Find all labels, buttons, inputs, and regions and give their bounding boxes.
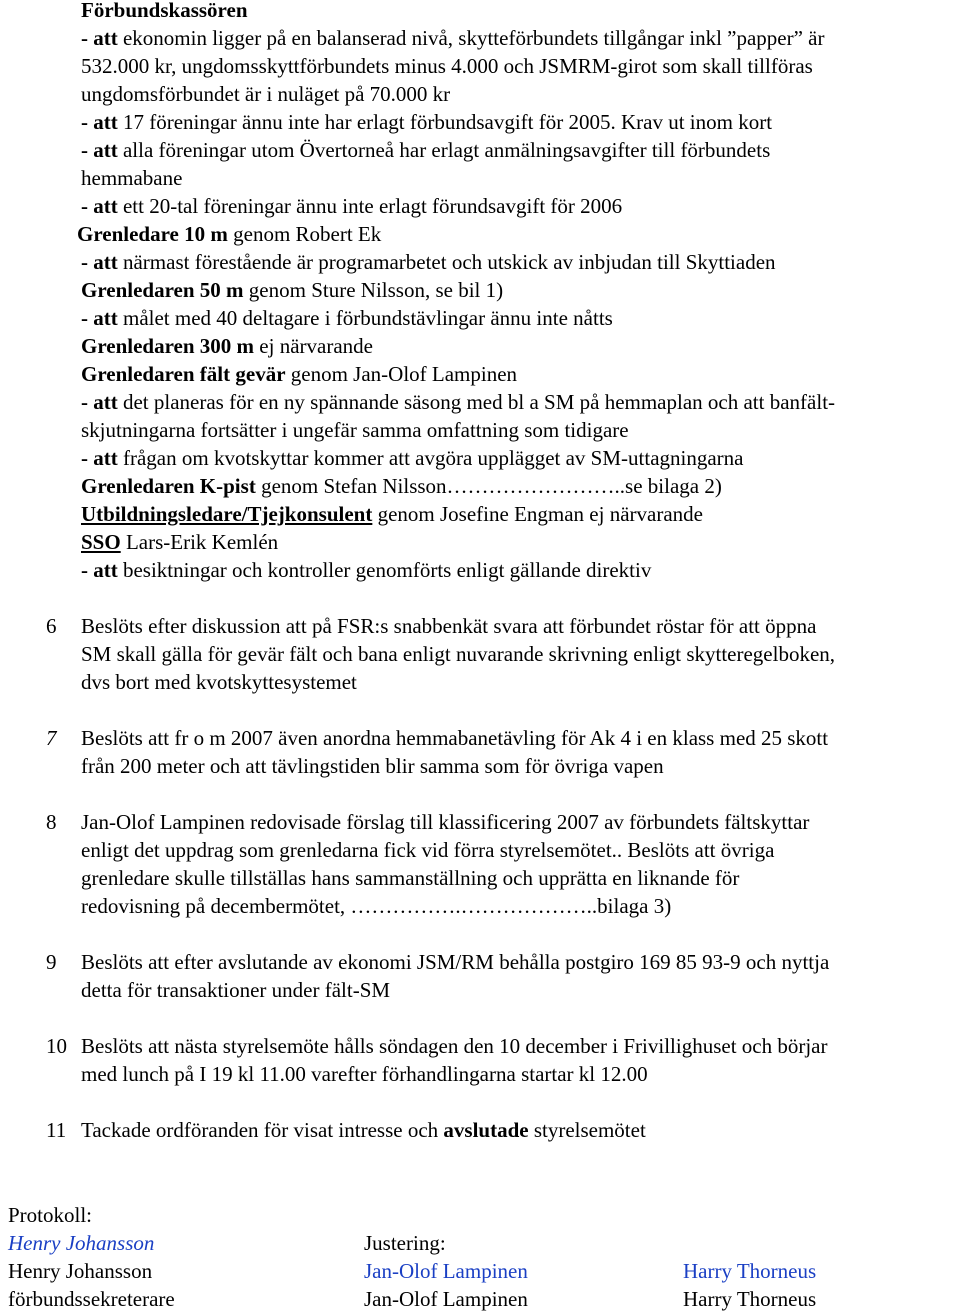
text-line: ungdomsförbundet är i nuläget på 70.000 kr [81,82,451,106]
text-line: grenledare skulle tillställas hans sammanställning och upprätta en liknande för [81,866,740,890]
section-heading-utbildning: Utbildningsledare/Tjejkonsulent genom Josefine Engman ej närvarande [81,502,703,526]
text-line: skjutningarna fortsätter i ungefär samma omfattning som tidigare [81,418,629,442]
text-line: Beslöts att nästa styrelsemöte hålls söndagen den 10 december i Frivillighuset och börjar [81,1034,828,1058]
secretary-title: förbundssekreterare [8,1287,175,1311]
justerare1-signature: Jan-Olof Lampinen [364,1259,528,1283]
justerare1-name: Jan-Olof Lampinen [364,1287,528,1311]
text-line: - att ett 20-tal föreningar ännu inte erlagt förundsavgift för 2006 [81,194,623,218]
text-line: med lunch på I 19 kl 11.00 varefter förhandlingarna startar kl 12.00 [81,1062,648,1086]
text-line: dvs bort med kvotskyttesystemet [81,670,357,694]
section-heading-grenledare-kpist: Grenledaren K-pist genom Stefan Nilsson……………………..se bilaga 2) [81,474,722,498]
item-number: 7 [46,726,57,750]
item-number: 11 [46,1118,67,1142]
protokoll-label: Protokoll: [8,1203,93,1227]
section-heading-kassoren: Förbundskassören [81,0,248,22]
item-number: 8 [46,810,57,834]
section-heading-grenledare-10m: Grenledare 10 m genom Robert Ek [77,222,382,246]
item-number: 9 [46,950,57,974]
section-heading-grenledare-300m: Grenledaren 300 m ej närvarande [81,334,373,358]
text-line: Tackade ordföranden för visat intresse och avslutade styrelsemötet [81,1118,646,1142]
text-line: - att det planeras för en ny spännande säsong med bl a SM på hemmaplan och att banfält- [81,390,836,414]
text-line: - att ekonomin ligger på en balanserad nivå, skytteförbundets tillgångar inkl ”papper” är [81,26,825,50]
text-line: - att 17 föreningar ännu inte har erlagt förbundsavgift för 2005. Krav ut inom kort [81,110,773,134]
text-line: Beslöts att fr o m 2007 även anordna hemmabanetävling för Ak 4 i en klass med 25 skott [81,726,829,750]
item-number: 6 [46,614,57,638]
section-heading-grenledare-50m: Grenledaren 50 m genom Sture Nilsson, se bil 1) [81,278,504,302]
text-line: SM skall gälla för gevär fält och bana enligt nuvarande skrivning enligt skytteregelboken, [81,642,836,666]
text-line: Beslöts att efter avslutande av ekonomi JSM/RM behålla postgiro 169 85 93-9 och nyttja [81,950,830,974]
text-line: - att målet med 40 deltagare i förbundstävlingar ännu inte nåtts [81,306,613,330]
text-line: redovisning på decembermötet, …………….………………..bilaga 3) [81,894,672,918]
text-line: Jan-Olof Lampinen redovisade förslag till klassificering 2007 av förbundets fältskyttar [81,810,810,834]
text-line: enligt det uppdrag som grenledarna fick vid förra styrelsemötet.. Beslöts att övriga [81,838,775,862]
justering-label: Justering: [364,1231,446,1255]
justerare2-signature: Harry Thorneus [683,1259,817,1283]
text-line: Beslöts efter diskussion att på FSR:s snabbenkät svara att förbundet röstar för att öppna [81,614,817,638]
text-line: detta för transaktioner under fält-SM [81,978,391,1002]
text-line: hemmabane [81,166,183,190]
justerare2-name: Harry Thorneus [683,1287,817,1311]
text-line: - att närmast förestående är programarbetet och utskick av inbjudan till Skyttiaden [81,250,776,274]
section-heading-grenledare-falt: Grenledaren fält gevär genom Jan-Olof Lampinen [81,362,518,386]
text-line: - att frågan om kvotskyttar kommer att avgöra upplägget av SM-uttagningarna [81,446,744,470]
item-number: 10 [46,1034,67,1058]
secretary-name: Henry Johansson [8,1259,153,1283]
text-line: - att besiktningar och kontroller genomförts enligt gällande direktiv [81,558,652,582]
text-line: från 200 meter och att tävlingstiden blir samma som för övriga vapen [81,754,664,778]
secretary-signature: Henry Johansson [8,1231,155,1255]
text-line: - att alla föreningar utom Övertorneå har erlagt anmälningsavgifter till förbundets [81,138,771,162]
text-line: 532.000 kr, ungdomsskyttförbundets minus 4.000 och JSMRM-girot som skall tillföras [81,54,813,78]
section-heading-sso: SSO Lars-Erik Kemlén [81,530,279,554]
